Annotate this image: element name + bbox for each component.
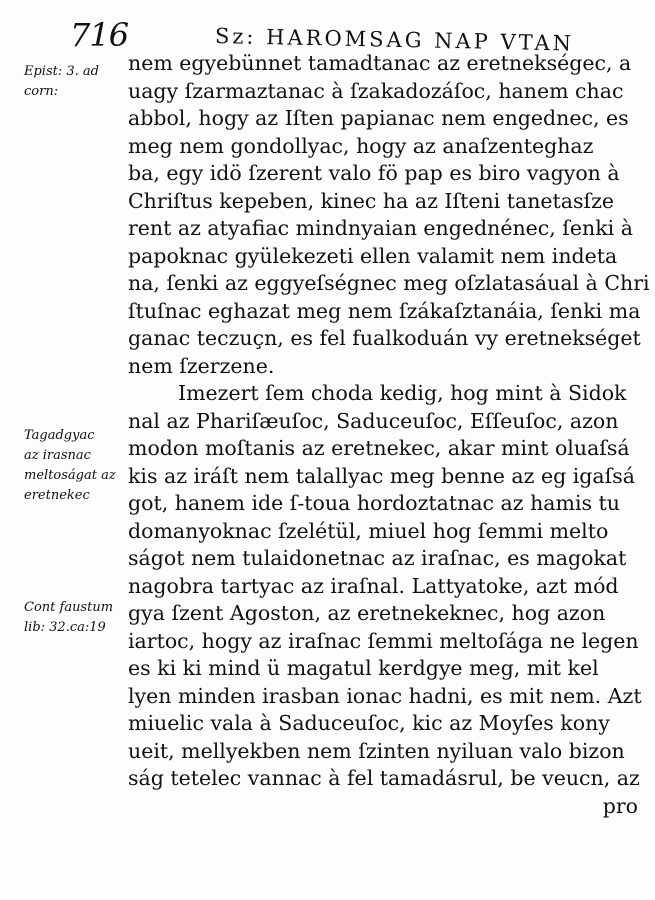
paragraph-start-line: Imezert ſem choda kedig, hog mint à Sidok bbox=[178, 381, 627, 405]
margin-note: Epist: 3. ad corn: bbox=[24, 64, 99, 99]
page-number: 716 bbox=[70, 16, 129, 54]
body-text bbox=[128, 50, 648, 820]
text-line: miuelic vala à Saduceuſoc, kic az Moyſes kony bbox=[128, 711, 610, 735]
text-line: nal az Phariſæuſoc, Saduceuſoc, Eſſeuſoc, azon bbox=[128, 408, 619, 433]
text-line: uagy ſzarmaztanac à ſzakadozáſoc, hanem chac bbox=[128, 78, 624, 103]
text-line: nem egyebünnet tamadtanac az eretnekségec, a bbox=[128, 51, 632, 75]
text-line: Chriſtus kepeben, kinec ha az Iſteni tanetasſze bbox=[128, 188, 615, 213]
text-line: iartoc, hogy az iraſnac ſemmi meltoſága ne legen bbox=[128, 628, 639, 653]
text-line: ueit, mellyekben nem ſzinten nyiluan valo bizon bbox=[128, 738, 625, 763]
catchword: pro bbox=[602, 793, 638, 818]
text-line: nagobra tartyac az iraſnal. Lattyatoke, azt mód bbox=[128, 573, 619, 598]
text-line: na, ſenki az eggyeſségnec meg oſzlatasáual à Chri bbox=[128, 271, 650, 295]
margin-notes bbox=[0, 0, 128, 900]
text-line: got, hanem ide ſ-toua hordoztatnac az hamis tu bbox=[128, 491, 620, 515]
text-line: ságot nem tulaidonetnac az iraſnac, es magokat bbox=[128, 546, 627, 570]
text-line: ſtuſnac eghazat meg nem ſzákaſztanáia, ſenki ma bbox=[128, 298, 641, 323]
text-line: ság tetelec vannac à fel tamadásrul, be veucn, az bbox=[128, 766, 640, 790]
text-line: modon moſtanis az eretnekec, akar mint oluaſsá bbox=[128, 436, 630, 460]
margin-note: Cont faustum lib: 32.ca:19 bbox=[24, 600, 114, 635]
text-line: rent az atyafiac mindnyaian engednénec, ſenki à bbox=[128, 216, 633, 240]
text-line: domanyoknac ſzelétül, miuel hog ſemmi melto bbox=[128, 518, 609, 543]
running-head: Sz: HAROMSAG NAP VTAN bbox=[214, 24, 575, 56]
text-line: lyen minden irasban ionac hadni, es mit nem. Azt bbox=[128, 683, 642, 708]
text-line: abbol, hogy az Iſten papianac nem engednec, es bbox=[128, 106, 629, 130]
text-line: nem ſzerzene. bbox=[128, 353, 275, 378]
text-line: es ki ki mind ü magatul kerdgye meg, mit kel bbox=[128, 656, 599, 680]
text-line: gya ſzent Agoston, az eretnekeknec, hog azon bbox=[128, 601, 606, 625]
text-line: ganac teczuçn, es fel fualkoduán vy eretnekséget bbox=[128, 326, 641, 350]
text-line: meg nem gondollyac, hogy az anaſzenteghaz bbox=[128, 133, 594, 158]
text-line: papoknac gyülekezeti ellen valamit nem indeta bbox=[128, 243, 618, 268]
text-line: kis az iráſt nem talallyac meg benne az eg igaſsá bbox=[128, 463, 635, 488]
margin-note: Tagadgyac az irasnac meltoságat az eretnekec bbox=[24, 428, 116, 503]
text-line: ba, egy idö ſzerent valo fö pap es biro vagyon à bbox=[128, 161, 620, 185]
